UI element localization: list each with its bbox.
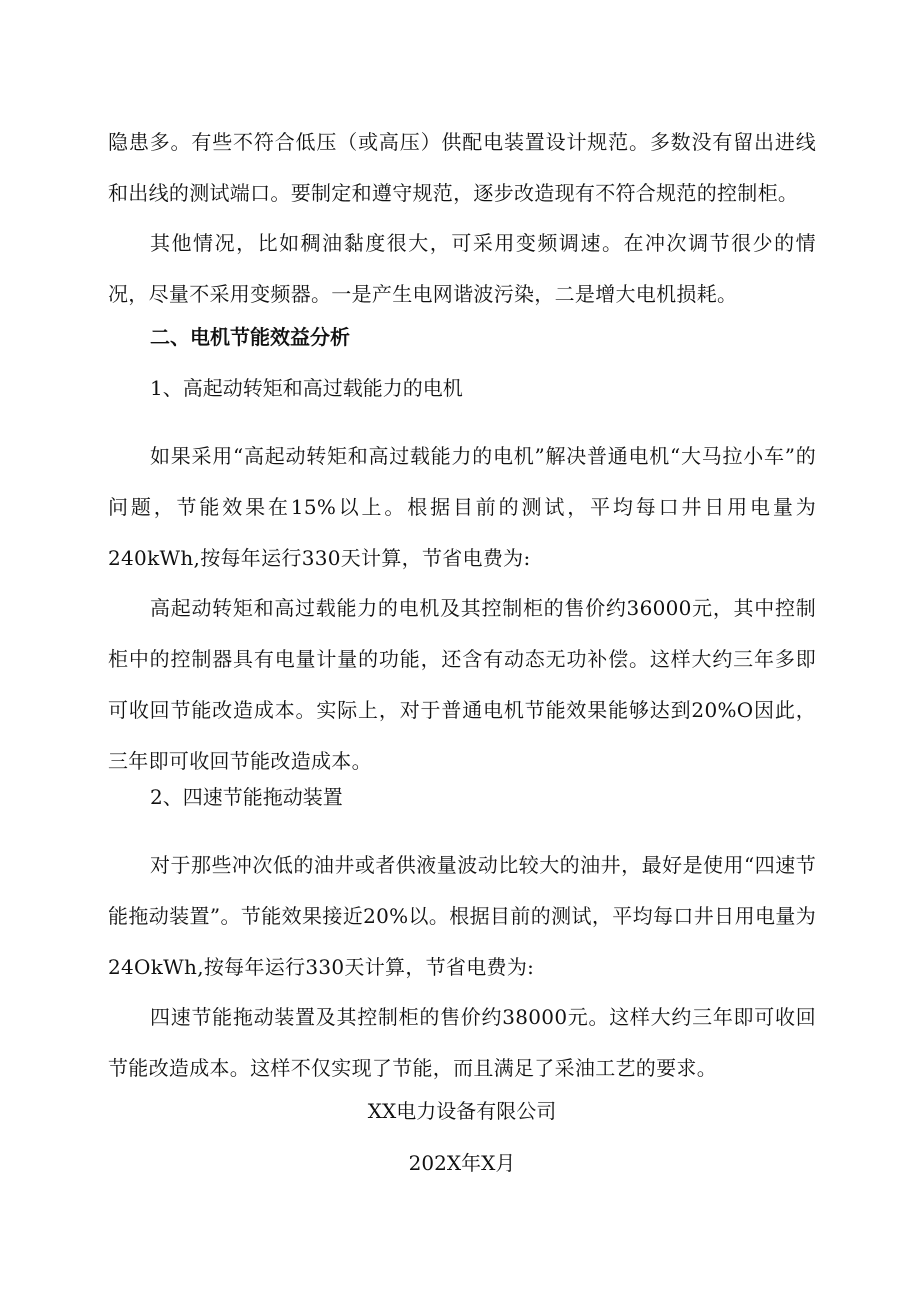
paragraph-four-speed-cost: 四速节能拖动装置及其控制柜的售价约38000元。这样大约三年即可收回节能改造成本。这样不仅实现了节能，而且满足了采油工艺的要求。 (108, 1005, 816, 1080)
document-date: 202X年X月 (408, 1151, 516, 1175)
section-heading: 二、电机节能效益分析 (150, 325, 350, 349)
paragraph-other-cases: 其他情况，比如稠油黏度很大，可采用变频调速。在冲次调节很少的情况，尽量不采用变频器。一是产生电网谐波污染，二是增大电机损耗。 (108, 231, 816, 306)
subheading-high-torque-motor: 1、高起动转矩和高过载能力的电机 (150, 376, 463, 400)
subheading-four-speed-drive: 2、四速节能拖动装置 (150, 785, 343, 809)
paragraph-high-torque-cost: 高起动转矩和高过载能力的电机及其控制柜的售价约36000元，其中控制柜中的控制器具有电量计量的功能，还含有动态无功补偿。这样大约三年多即可收回节能改造成本。实际上，对于普通电机节能效果能够达到20%O因此，三年即可收回节能改造成本。 (108, 596, 816, 773)
paragraph-high-torque-savings: 如果采用“高起动转矩和高过载能力的电机”解决普通电机“大马拉小车”的问题，节能效果在15%以上。根据目前的测试，平均每口井日用电量为240kWh,按每年运行330天计算，节省电费为: (108, 444, 816, 570)
paragraph-four-speed-savings: 对于那些冲次低的油井或者供液量波动比较大的油井，最好是使用“四速节能拖动装置”。节能效果接近20%以。根据目前的测试，平均每口井日用电量为24OkWh,按每年运行330天计算，节省电费为: (108, 853, 816, 979)
paragraph-safety-hazards: 隐患多。有些不符合低压（或高压）供配电装置设计规范。多数没有留出进线和出线的测试端口。要制定和遵守规范，逐步改造现有不符合规范的控制柜。 (108, 130, 816, 205)
company-name: XX电力设备有限公司 (367, 1099, 557, 1123)
